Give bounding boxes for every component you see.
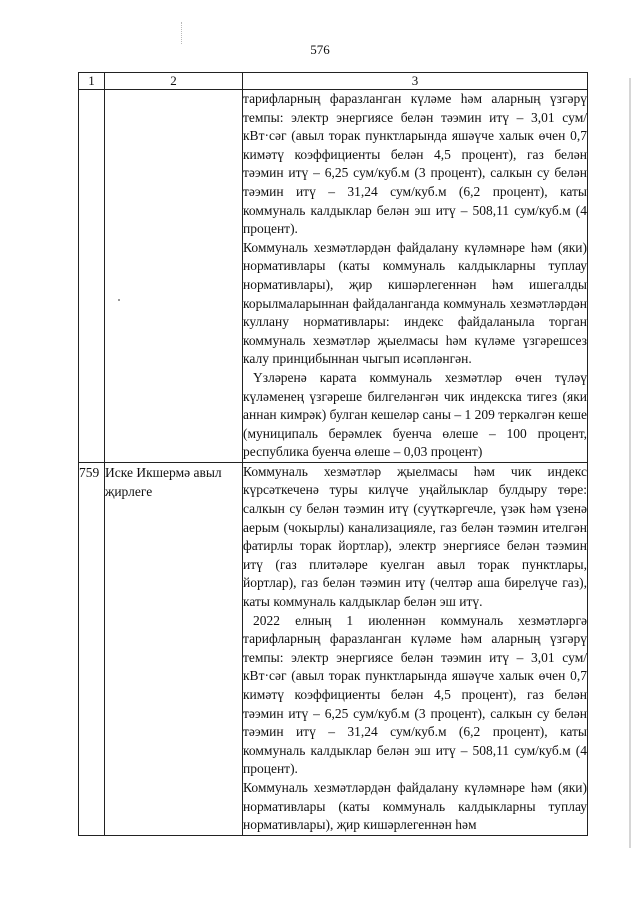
- row-content: [243, 90, 588, 463]
- table-header-row: [79, 73, 588, 90]
- scan-mark: [181, 22, 183, 44]
- paragraph: тарифларның фаразланган күләме һәм аларның үзгәрү темпы: электр энергиясе белән тәэмин итү – 3,01 сум/кВт·сәг (авыл торак пунктларында яшәүче халык өчен 0,7 кимәтү коэффициенты белән 4,5 процент), газ белән тәэмин итү – 6,25 сум/куб.м (3 процент), салкын су белән тәэмин итү – 31,24 сум/куб.м (6,2 процент), каты коммуналь калдыклар белән эш итү – 508,11 сум/куб.м (4 процент).: [243, 91, 587, 237]
- scan-edge-line: [629, 78, 631, 848]
- table-row: [79, 90, 588, 463]
- paragraph: Коммуналь хезмәтләрдән файдалану күләмнәре һәм (яки) нормативлары (каты коммуналь калдыкларны туплау нормативлары), җир кишәрлегеннән һәм: [243, 779, 587, 833]
- paragraph: 2022 елның 1 июленнән коммуналь хезмәтләргә тарифларның фаразланган күләме һәм аларның үзгәрү темпы: электр энергиясе белән тәэмин итү – 3,01 сум/кВт·сәг (авыл торак пунктларында яшәүче халык өчен 0,7 кимәтү коэффициенты белән 4,5 процент), газ белән тәэмин итү – 6,25 сум/куб.м (3 процент), салкын су белән тәэмин итү – 31,24 сум/куб.м (6,2 процент), каты коммуналь калдыклар белән эш итү – 508,11 сум/куб.м (4 процент).: [243, 612, 587, 777]
- document-table: [78, 72, 588, 836]
- column-header-1: 1: [79, 73, 105, 90]
- settlement-name: [105, 90, 243, 463]
- paragraph: Коммуналь хезмәтләр җыелмасы һәм чик индекс күрсәткеченә туры килүче уңайлыклар булдыру төре: салкын су белән тәэмин итү (суүткәргечле, үзәк һәм үзенә аерым (чокырлы) канализацияле, газ белән тәэмин ителгән фатирлы торак йортлар), электр энергиясе белән тәэмин итү (газ плитәләре куелган авыл торак пунктлары, йортлар), газ белән тәэмин итү (челтәр аша бирелүче газ), каты коммуналь калдыклар белән эш итү.: [243, 463, 587, 610]
- table-row: [79, 462, 588, 835]
- row-number: 759: [79, 462, 105, 835]
- paragraph: Үзләренә карата коммуналь хезмәтләр өчен түләү күләменең үзгәреше билгеләнгән чик индекска тигез (яки аннан кимрәк) булган кешеләр саны – 1 209 теркәлгән кеше (муниципаль берәмлек буенча өлеше – 100 процент, республика буенча өлеше – 0,03 процент): [243, 369, 587, 460]
- settlement-name: Иске Икшермә авыл җирлеге: [105, 462, 243, 835]
- row-content: [243, 462, 588, 835]
- column-header-2: 2: [105, 73, 243, 90]
- page-number: 576: [310, 42, 330, 57]
- column-header-3: 3: [243, 73, 588, 90]
- row-number: [79, 90, 105, 463]
- paragraph: Коммуналь хезмәтләрдән файдалану күләмнәре һәм (яки) нормативлары (каты коммуналь калдыкларны туплау нормативлары), җир кишәрлегеннән һәм ишегалды корылмаларыннан файдаланганда коммуналь хезмәтләрдән куллану нормативлары: индекс файдаланыла торган коммуналь хезмәтләр җыелмасы һәм күләме үзгәрешсез калу принцибыннан чыгып исәпләнгән.: [243, 239, 587, 367]
